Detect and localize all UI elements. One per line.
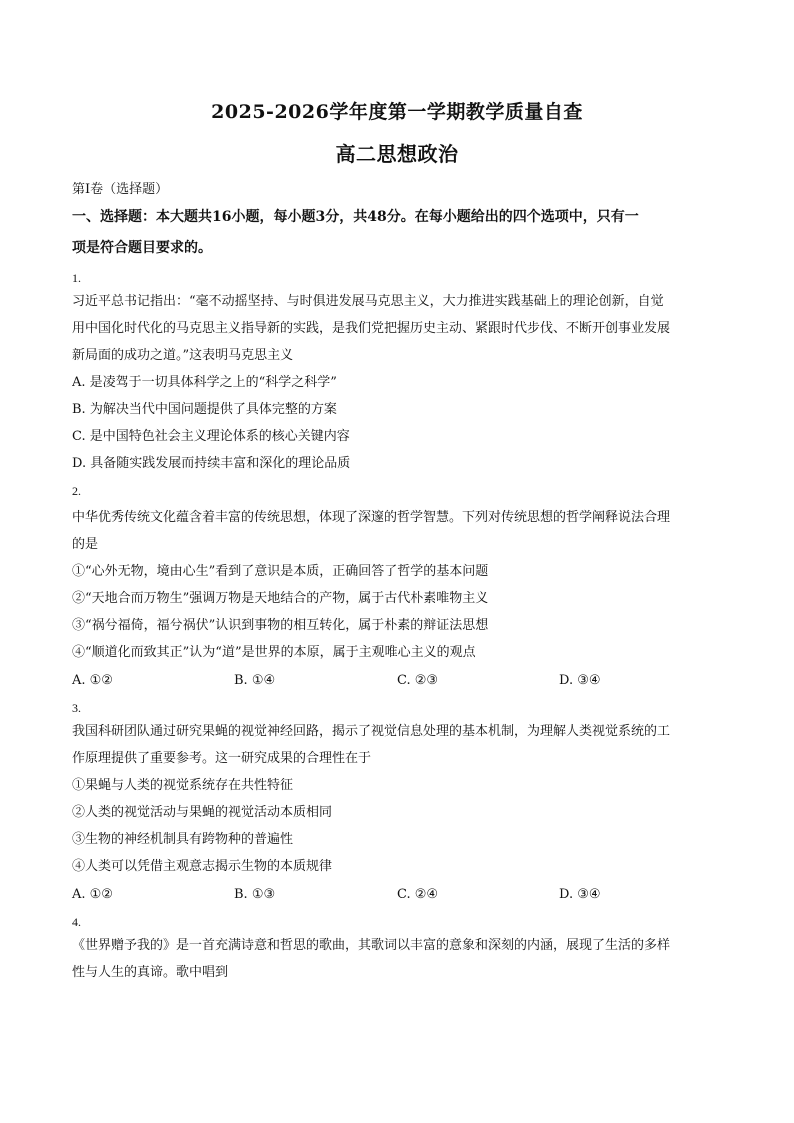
choice-a: A. ①② <box>72 673 113 688</box>
statement-item: ④人类可以凭借主观意志揭示生物的本质规律 <box>72 859 333 874</box>
question-stem-line: 的是 <box>72 537 99 552</box>
question-number: 4. <box>72 915 81 929</box>
statement-item: ①“心外无物，境由心生”看到了意识是本质，正确回答了哲学的基本问题 <box>72 564 489 579</box>
section-instruction-line-1: 一、选择题：本大题共16小题，每小题3分，共48分。在每小题给出的四个选项中，只有一 <box>72 209 639 225</box>
question-stem-line: 我国科研团队通过研究果蝇的视觉神经回路，揭示了视觉信息处理的基本机制，为理解人类视觉系统的工 <box>72 724 671 739</box>
choice-b: B. ①④ <box>234 673 276 688</box>
question-stem-line: 作原理提供了重要参考。这一研究成果的合理性在于 <box>72 751 372 766</box>
choice-d: D. ③④ <box>559 887 601 902</box>
option-d: D. 具备随实践发展而持续丰富和深化的理论品质 <box>72 456 351 471</box>
question-stem-line: 性与人生的真谛。歌中唱到 <box>72 965 229 980</box>
exam-subject: 高二思想政治 <box>335 142 459 166</box>
option-b: B. 为解决当代中国问题提供了具体完整的方案 <box>72 402 337 417</box>
statement-item: ②人类的视觉活动与果蝇的视觉活动本质相同 <box>72 805 333 820</box>
question-number: 2. <box>72 484 81 498</box>
question-stem-line: 中华优秀传统文化蕴含着丰富的传统思想，体现了深邃的哲学智慧。下列对传统思想的哲学阐释说法合理 <box>72 510 671 525</box>
statement-item: ①果蝇与人类的视觉系统存在共性特征 <box>72 778 294 793</box>
choice-c: C. ②③ <box>397 673 439 688</box>
statement-item: ③生物的神经机制具有跨物种的普遍性 <box>72 832 294 847</box>
question-number: 3. <box>72 701 81 715</box>
exam-page <box>72 0 722 1123</box>
statement-item: ③“祸兮福倚，福兮祸伏”认识到事物的相互转化，属于朴素的辩证法思想 <box>72 618 489 633</box>
question-stem-line: 《世界赠予我的》是一首充满诗意和哲思的歌曲，其歌词以丰富的意象和深刻的内涵，展现了生活的多样 <box>72 938 671 953</box>
statement-item: ②“天地合而万物生”强调万物是天地结合的产物，属于古代朴素唯物主义 <box>72 591 489 606</box>
section-label: 第Ⅰ卷（选择题） <box>72 182 169 197</box>
choice-d: D. ③④ <box>559 673 601 688</box>
section-instruction-line-2: 项是符合题目要求的。 <box>72 240 212 256</box>
option-c: C. 是中国特色社会主义理论体系的核心关键内容 <box>72 429 350 444</box>
exam-title: 2025-2026学年度第一学期教学质量自查 <box>211 101 583 123</box>
question-stem-line: 习近平总书记指出：“毫不动摇坚持、与时俱进发展马克思主义，大力推进实践基础上的理论创新，自觉 <box>72 294 664 309</box>
choice-b: B. ①③ <box>234 887 276 902</box>
choice-c: C. ②④ <box>397 887 439 902</box>
question-stem-line: 新局面的成功之道。”这表明马克思主义 <box>72 348 294 363</box>
choice-a: A. ①② <box>72 887 113 902</box>
statement-item: ④“顺道化而致其正”认为“道”是世界的本原，属于主观唯心主义的观点 <box>72 645 476 660</box>
option-a: A. 是凌驾于一切具体科学之上的“科学之科学” <box>72 375 337 390</box>
question-number: 1. <box>72 271 81 285</box>
question-stem-line: 用中国化时代化的马克思主义指导新的实践，是我们党把握历史主动、紧跟时代步伐、不断开创事业发展 <box>72 321 671 336</box>
